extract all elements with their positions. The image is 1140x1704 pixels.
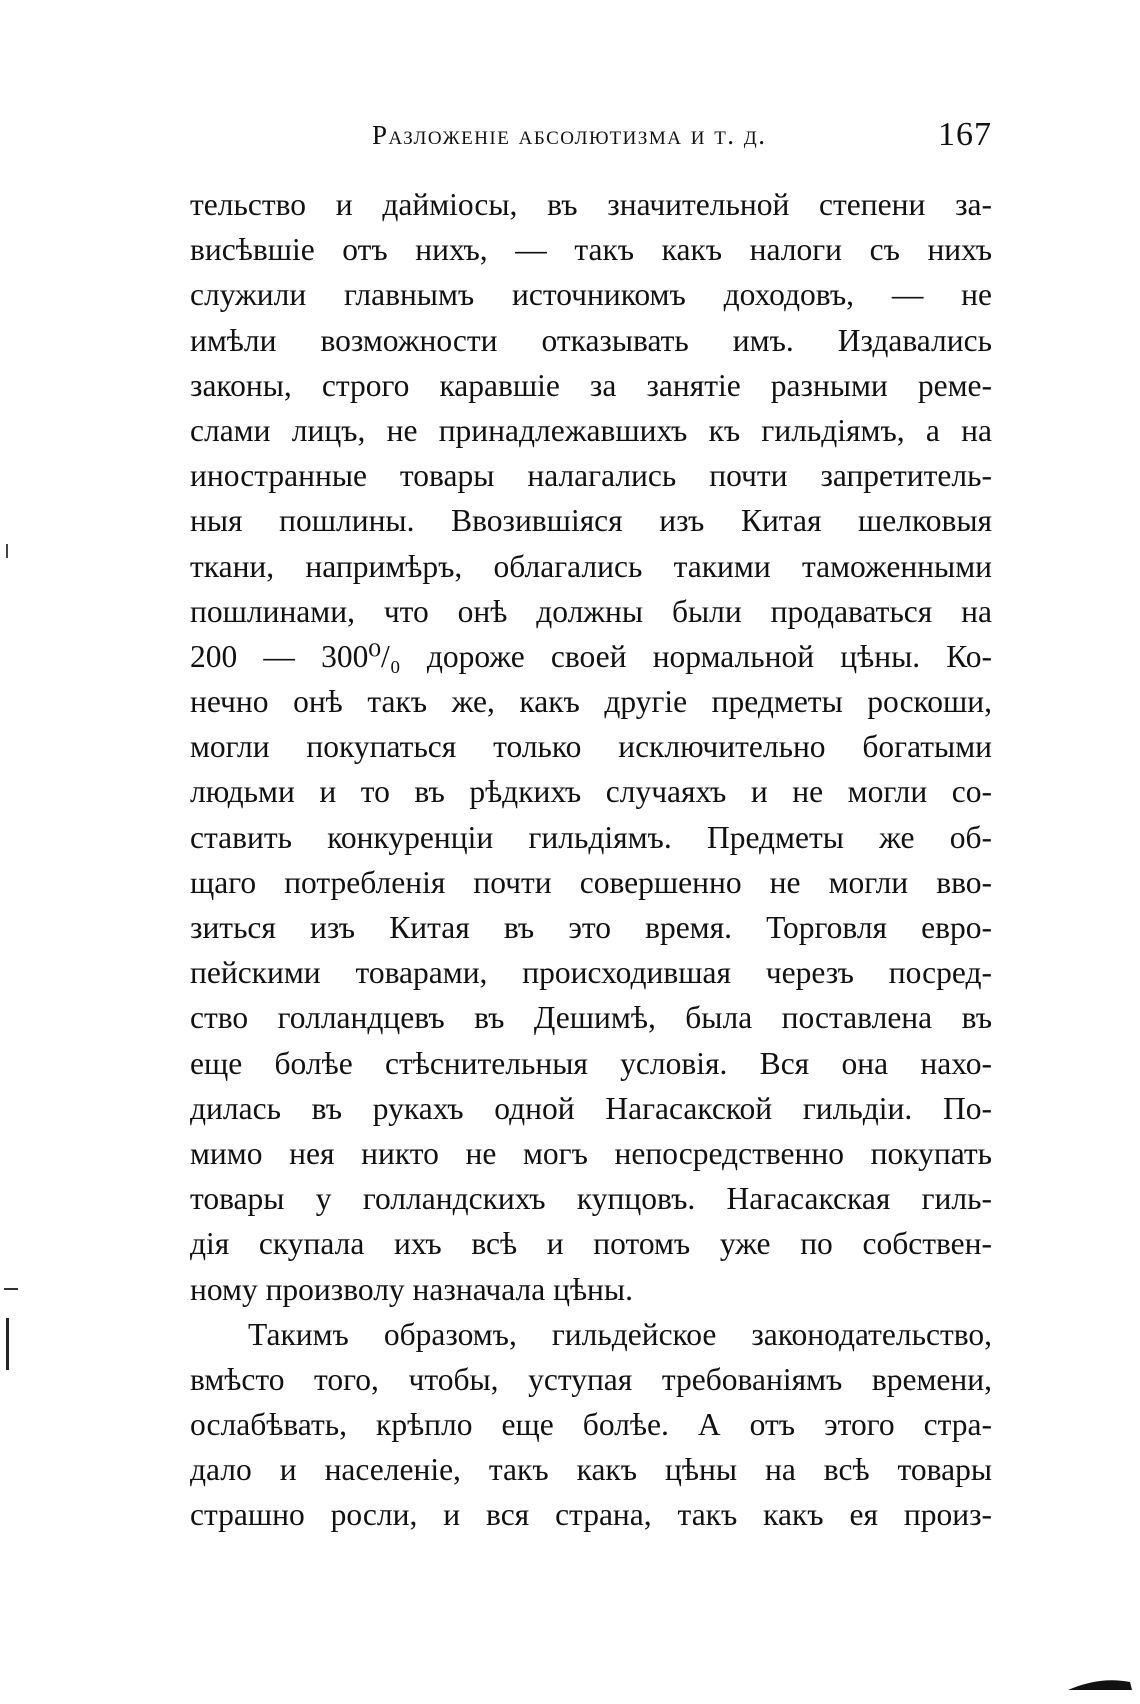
text-body (190, 182, 992, 1538)
text-line: нечно онѣ такъ же, какъ другiе предметы роскоши, (190, 684, 992, 720)
text-line: иностранные товары налагались почти запретитель- (190, 458, 992, 494)
text-line: ткани, напримѣръ, облагались такими таможенными (190, 548, 992, 584)
text-line: имѣли возможности отказывать имъ. Издавались (190, 322, 992, 358)
running-title: Разложенiе абсолютизма и т. д. (372, 120, 767, 150)
text-line: еще болѣе стѣснительныя условiя. Вся она нахо- (190, 1045, 992, 1081)
text-line: ставить конкуренцiи гильдiямъ. Предметы же об- (190, 819, 992, 855)
text-line: дало и населенiе, такъ какъ цѣны на всѣ товары (190, 1452, 992, 1488)
running-head (372, 116, 992, 166)
text-line: служили главнымъ источникомъ доходовъ, — не (190, 277, 992, 313)
page-number: 167 (938, 116, 992, 153)
text-line: пошлинами, что онѣ должны были продаваться на (190, 593, 992, 629)
text-line: тельство и даймiосы, въ значительной степени за- (190, 187, 992, 222)
text-line: ство голландцевъ въ Дешимѣ, была поставлена въ (190, 1000, 992, 1036)
text-line: 200 — 300⁰/₀ дороже своей нормальной цѣны. Ко- (190, 638, 992, 674)
text-line: законы, строго каравшiе за занятiе разными реме- (190, 367, 992, 403)
text-line: могли покупаться только исключительно богатыми (190, 729, 992, 765)
text-line: Такимъ образомъ, гильдейское законодательство, (248, 1316, 992, 1352)
text-line: страшно росли, и вся страна, такъ какъ ея произ- (190, 1497, 992, 1533)
text-line: ныя пошлины. Ввозившiяся изъ Китая шелковыя (190, 503, 992, 539)
corner-smudge (1068, 1680, 1132, 1690)
text-line: щаго потребленiя почти совершенно не могли вво- (190, 864, 992, 900)
text-line: пейскими товарами, происходившая черезъ посред- (190, 955, 992, 991)
text-line: людьми и то въ рѣдкихъ случаяхъ и не могли со- (190, 774, 992, 810)
text-line: дiя скупала ихъ всѣ и потомъ уже по собствен- (190, 1226, 992, 1262)
margin-speck (6, 544, 8, 558)
text-line: ному произволу назначала цѣны. (190, 1271, 633, 1307)
text-line: слами лицъ, не принадлежавшихъ къ гильдiямъ, а на (190, 412, 992, 448)
paragraph (190, 1312, 992, 1538)
text-line: вмѣсто того, чтобы, уступая требованiямъ времени, (190, 1361, 992, 1397)
text-line: висѣвшiе отъ нихъ, — такъ какъ налоги съ нихъ (190, 232, 992, 268)
text-line: товары у голландскихъ купцовъ. Нагасакская гиль- (190, 1181, 992, 1217)
margin-speck (4, 1288, 18, 1290)
margin-speck (6, 1318, 9, 1370)
text-line: зиться изъ Китая въ это время. Торговля евро- (190, 910, 992, 945)
text-line: мимо нея никто не могъ непосредственно покупать (190, 1135, 992, 1171)
text-line: дилась въ рукахъ одной Нагасакской гильдiи. По- (190, 1090, 992, 1126)
paragraph (190, 182, 992, 1312)
text-line: ослабѣвать, крѣпло еще болѣе. А отъ этого стра- (190, 1407, 992, 1443)
